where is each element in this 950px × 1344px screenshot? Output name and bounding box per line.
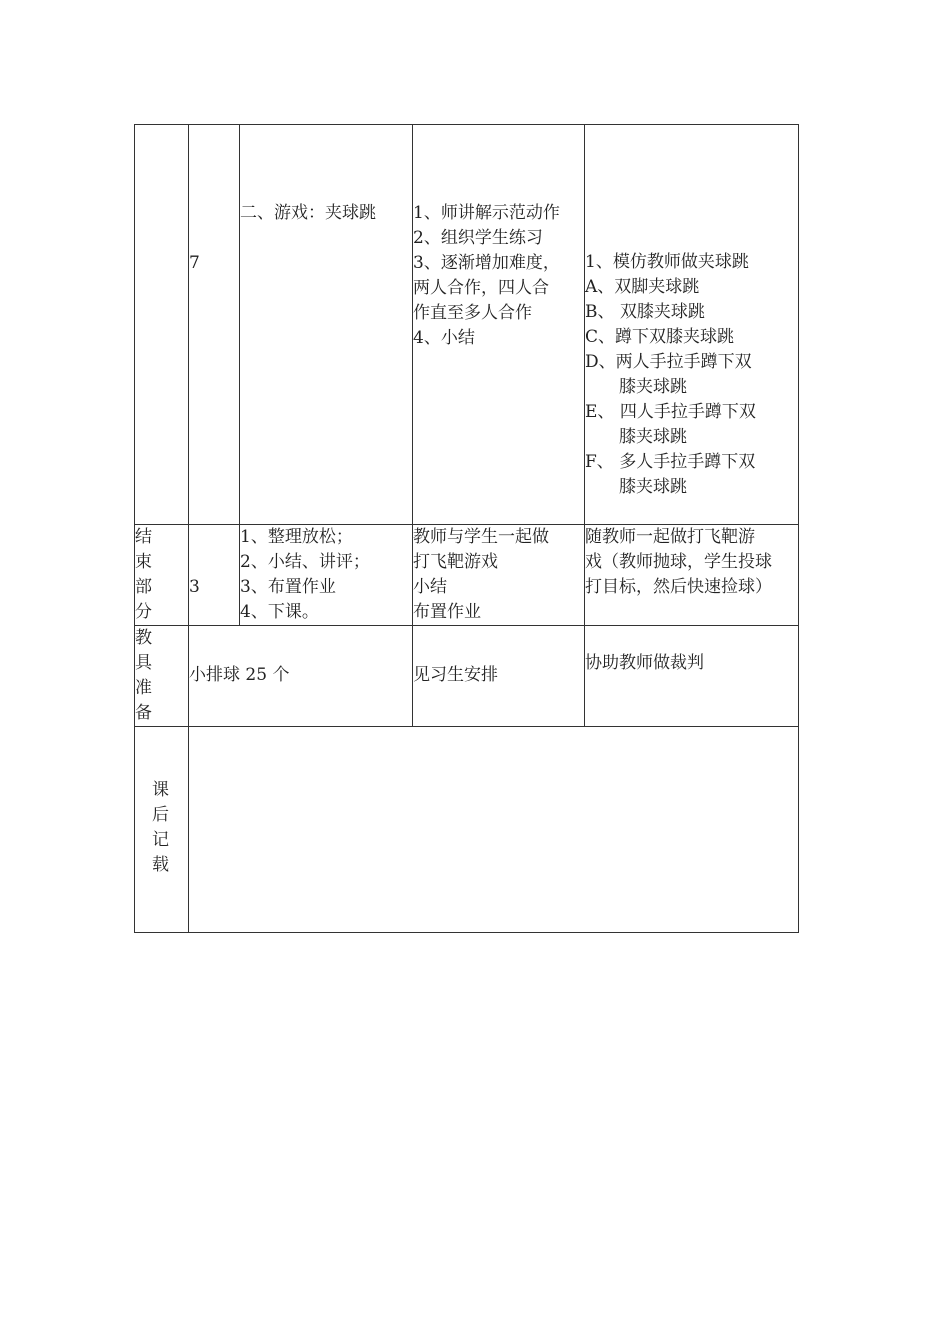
notes-body-cell xyxy=(189,727,799,933)
content-line: 2、小结、讲评； xyxy=(240,552,370,572)
section-cell xyxy=(135,727,189,933)
teacher-line: 见习生安排 xyxy=(413,665,498,685)
table-row-ending xyxy=(135,525,799,626)
section-cell xyxy=(135,525,189,626)
section-char: 备 xyxy=(135,703,152,723)
teacher-line: 布置作业 xyxy=(413,602,481,622)
table-row-equipment xyxy=(135,626,799,727)
lesson-plan-table xyxy=(134,124,799,933)
teacher-line: 小结 xyxy=(413,577,447,597)
section-char: 束 xyxy=(135,552,152,572)
teacher-line: 4、小结 xyxy=(413,328,475,348)
student-activity-cell xyxy=(585,125,799,525)
content-line: 1、整理放松； xyxy=(240,527,353,547)
student-line: E、 四人手拉手蹲下双 xyxy=(585,402,756,422)
student-line: B、 双膝夹球跳 xyxy=(585,302,705,322)
student-line: A、双脚夹球跳 xyxy=(585,277,700,297)
section-char: 记 xyxy=(152,830,169,850)
student-line: D、两人手拉手蹲下双 xyxy=(585,352,752,372)
student-line: F、 多人手拉手蹲下双 xyxy=(585,452,756,472)
teacher-line: 打飞靶游戏 xyxy=(413,552,498,572)
content-text: 二、游戏：夹球跳 xyxy=(240,203,376,223)
student-line: 膝夹球跳 xyxy=(619,477,687,497)
student-line: 1、模仿教师做夹球跳 xyxy=(585,252,749,272)
student-line: C、蹲下双膝夹球跳 xyxy=(585,327,735,347)
section-char: 后 xyxy=(152,805,169,825)
teacher-line: 两人合作，四人合 xyxy=(413,278,549,298)
table-row-game xyxy=(135,125,799,525)
student-line: 随教师一起做打飞靶游 xyxy=(585,527,755,547)
section-char: 结 xyxy=(135,527,152,547)
teacher-activity-cell xyxy=(413,125,585,525)
student-line: 协助教师做裁判 xyxy=(585,653,704,673)
student-line: 打目标，然后快速捡球） xyxy=(585,577,772,597)
student-activity-cell xyxy=(585,525,799,626)
student-line: 戏（教师抛球，学生投球 xyxy=(585,552,772,572)
teacher-activity-cell xyxy=(413,525,585,626)
section-char: 具 xyxy=(135,653,152,673)
section-char: 课 xyxy=(152,780,169,800)
teacher-activity-cell xyxy=(413,626,585,727)
content-cell xyxy=(240,125,413,525)
content-line: 3、布置作业 xyxy=(240,577,336,597)
content-cell xyxy=(240,525,413,626)
teacher-line: 3、逐渐增加难度， xyxy=(413,253,560,273)
minutes-cell xyxy=(189,525,240,626)
section-cell xyxy=(135,125,189,525)
table-row-notes xyxy=(135,727,799,933)
section-char: 分 xyxy=(135,602,152,622)
section-char: 部 xyxy=(135,577,152,597)
minutes-cell xyxy=(189,125,240,525)
teacher-line: 1、师讲解示范动作 xyxy=(413,203,560,223)
section-char: 准 xyxy=(135,678,152,698)
equipment-items: 小排球 25 个 xyxy=(189,665,290,685)
student-line: 膝夹球跳 xyxy=(619,377,687,397)
teacher-line: 作直至多人合作 xyxy=(413,303,532,323)
teacher-line: 2、组织学生练习 xyxy=(413,228,543,248)
student-line: 膝夹球跳 xyxy=(619,427,687,447)
teacher-line: 教师与学生一起做 xyxy=(413,527,549,547)
equipment-cell xyxy=(189,626,413,727)
content-line: 4、下课。 xyxy=(240,602,319,622)
minutes-value: 7 xyxy=(189,253,200,273)
section-char: 教 xyxy=(135,628,152,648)
section-char: 载 xyxy=(152,855,169,875)
student-activity-cell xyxy=(585,626,799,727)
section-cell xyxy=(135,626,189,727)
minutes-value: 3 xyxy=(189,577,200,597)
